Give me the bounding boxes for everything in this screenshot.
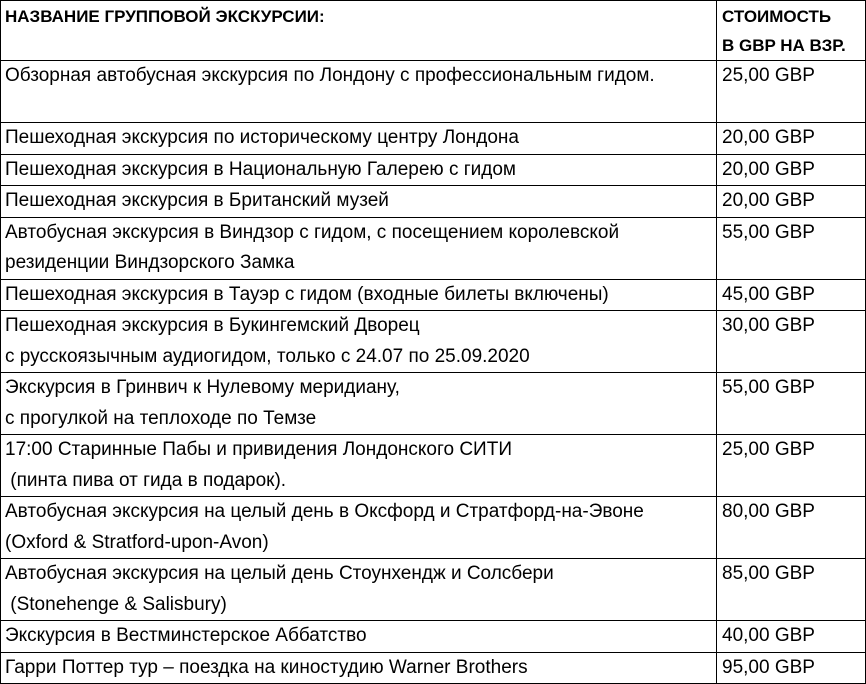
- table-row: [1, 652, 866, 684]
- tour-price-cell: 95,00 GBP: [717, 652, 866, 684]
- tour-name-cell: Гарри Поттер тур – поездка на киностудию Warner Brothers: [1, 652, 717, 684]
- tour-name-cell: Пешеходная экскурсия в Национальную Галерею с гидом: [1, 154, 717, 186]
- table-row: [1, 311, 866, 373]
- header-tour-name-label: НАЗВАНИЕ ГРУППОВОЙ ЭКСКУРСИИ:: [5, 7, 325, 26]
- tour-name-cell: Экскурсия в Гринвич к Нулевому меридиану, с прогулкой на теплоходе по Темзе: [1, 373, 717, 435]
- tour-price-cell: 55,00 GBP: [717, 217, 866, 279]
- tour-name-cell: Пешеходная экскурсия в Британский музей: [1, 186, 717, 218]
- tour-name-cell: Пешеходная экскурсия в Тауэр с гидом (входные билеты включены): [1, 279, 717, 311]
- header-tour-name: [1, 1, 717, 61]
- table-row: [1, 621, 866, 653]
- tour-price-cell: 20,00 GBP: [717, 154, 866, 186]
- tour-price-cell: 20,00 GBP: [717, 186, 866, 218]
- tour-price-cell: 80,00 GBP: [717, 497, 866, 559]
- tour-price-cell: 20,00 GBP: [717, 123, 866, 155]
- tour-price-cell: 40,00 GBP: [717, 621, 866, 653]
- table-row: [1, 435, 866, 497]
- header-price-line-2: В GBP НА ВЗР.: [722, 36, 846, 55]
- table-row: [1, 123, 866, 155]
- header-price: [717, 1, 866, 61]
- tour-price-cell: 55,00 GBP: [717, 373, 866, 435]
- tour-price-cell: 85,00 GBP: [717, 559, 866, 621]
- header-price-line-1: СТОИМОСТЬ: [722, 7, 832, 26]
- table-row: [1, 279, 866, 311]
- tour-name-cell: Обзорная автобусная экскурсия по Лондону с профессиональным гидом.: [1, 61, 717, 123]
- table-row: [1, 61, 866, 123]
- table-header-row: [1, 1, 866, 61]
- table-row: [1, 186, 866, 218]
- tour-name-cell: 17:00 Старинные Пабы и привидения Лондонского СИТИ (пинта пива от гида в подарок).: [1, 435, 717, 497]
- tour-name-cell: Пешеходная экскурсия по историческому центру Лондона: [1, 123, 717, 155]
- table-row: [1, 154, 866, 186]
- tour-price-cell: 25,00 GBP: [717, 61, 866, 123]
- table-row: [1, 497, 866, 559]
- tour-price-cell: 30,00 GBP: [717, 311, 866, 373]
- tour-price-cell: 25,00 GBP: [717, 435, 866, 497]
- table-row: [1, 373, 866, 435]
- table-row: [1, 217, 866, 279]
- tour-name-cell: Автобусная экскурсия на целый день в Оксфорд и Стратфорд-на-Эвоне (Oxford & Stratford-upon-Avon): [1, 497, 717, 559]
- tour-name-cell: Экскурсия в Вестминстерское Аббатство: [1, 621, 717, 653]
- tour-name-cell: Пешеходная экскурсия в Букингемский Дворец с русскоязычным аудиогидом, только с 24.07 по 25.09.2020: [1, 311, 717, 373]
- tour-name-cell: Автобусная экскурсия в Виндзор с гидом, с посещением королевской резиденции Виндзорского Замка: [1, 217, 717, 279]
- tour-price-cell: 45,00 GBP: [717, 279, 866, 311]
- table-row: [1, 559, 866, 621]
- tour-name-cell: Автобусная экскурсия на целый день Стоунхендж и Солсбери (Stonehenge & Salisbury): [1, 559, 717, 621]
